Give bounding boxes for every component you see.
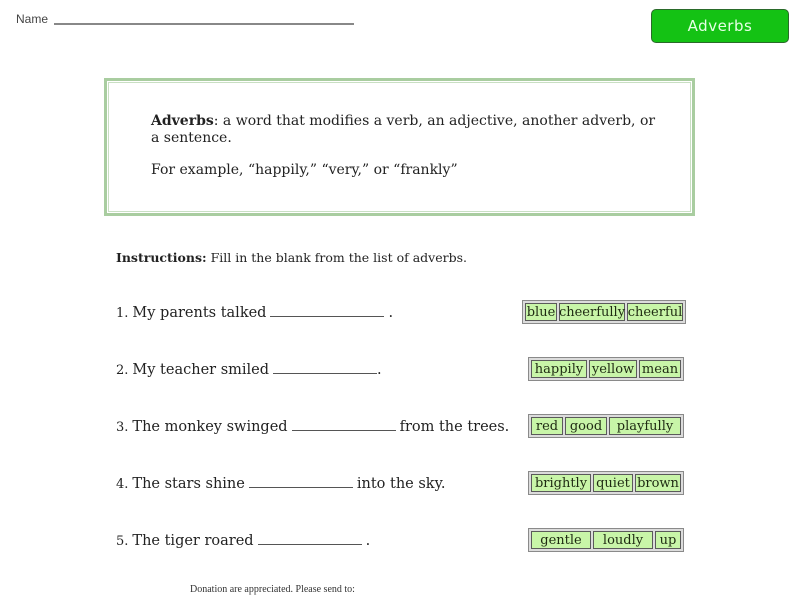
instructions-label: Instructions:	[116, 250, 207, 265]
question-3	[116, 419, 509, 435]
definition-body: : a word that modifies a verb, an adjective, another adverb, or a sentence.	[151, 113, 656, 146]
question-number: 1.	[116, 306, 129, 321]
word-option[interactable]: playfully	[609, 417, 681, 435]
question-text-after: .	[388, 305, 394, 321]
question-text-before: The tiger roared	[132, 533, 254, 549]
answer-blank[interactable]	[273, 372, 377, 374]
question-1	[116, 305, 393, 321]
word-option[interactable]: cheerfully	[558, 304, 626, 320]
definition-term: Adverbs	[151, 113, 214, 129]
word-option[interactable]: quiet	[593, 474, 633, 492]
word-option[interactable]: loudly	[593, 531, 653, 549]
question-text-after: .	[377, 362, 382, 378]
question-number: 3.	[116, 420, 129, 435]
word-option[interactable]: gentle	[531, 531, 591, 549]
word-option[interactable]: happily	[531, 360, 587, 378]
answer-blank[interactable]	[249, 486, 353, 488]
question-number: 5.	[116, 534, 129, 549]
instructions-text: Fill in the blank from the list of adverbs.	[206, 250, 467, 265]
answer-blank[interactable]	[258, 543, 362, 545]
question-text-after: from the trees.	[399, 419, 510, 435]
answer-blank[interactable]	[270, 315, 384, 317]
question-text-after: into the sky.	[356, 476, 446, 492]
instructions	[116, 250, 467, 265]
definition-paragraph	[151, 113, 661, 147]
question-2	[116, 362, 382, 378]
question-4	[116, 476, 445, 492]
word-option[interactable]: blue	[526, 304, 556, 320]
word-option[interactable]: yellow	[589, 360, 637, 378]
question-number: 4.	[116, 477, 129, 492]
answer-blank[interactable]	[292, 429, 396, 431]
name-label: Name	[16, 12, 49, 26]
word-option[interactable]: up	[655, 531, 681, 549]
word-bank-1	[522, 300, 686, 324]
word-bank-3	[528, 414, 684, 438]
word-option[interactable]: brown	[635, 474, 681, 492]
definition-example: For example, “happily,” “very,” or “frankly”	[151, 162, 458, 178]
definition-box	[104, 78, 695, 216]
name-blank-line[interactable]	[54, 22, 354, 25]
word-bank-2	[528, 357, 684, 381]
word-option[interactable]: mean	[639, 360, 681, 378]
question-text-before: My parents talked	[132, 305, 267, 321]
word-option[interactable]: cheerful	[627, 304, 683, 320]
question-text-before: My teacher smiled	[132, 362, 270, 378]
question-text-before: The monkey swinged	[132, 419, 288, 435]
question-text-after: .	[365, 533, 371, 549]
question-number: 2.	[116, 363, 129, 378]
word-option[interactable]: good	[565, 417, 607, 435]
donation-footer: Donation are appreciated. Please send to:	[190, 584, 355, 595]
word-option[interactable]: red	[531, 417, 563, 435]
word-option[interactable]: brightly	[531, 474, 591, 492]
question-5	[116, 533, 370, 549]
title-badge: Adverbs	[651, 9, 789, 43]
word-bank-5	[528, 528, 684, 552]
definition-text	[151, 113, 661, 179]
word-bank-4	[528, 471, 684, 495]
name-field-row	[16, 12, 354, 26]
question-text-before: The stars shine	[132, 476, 245, 492]
